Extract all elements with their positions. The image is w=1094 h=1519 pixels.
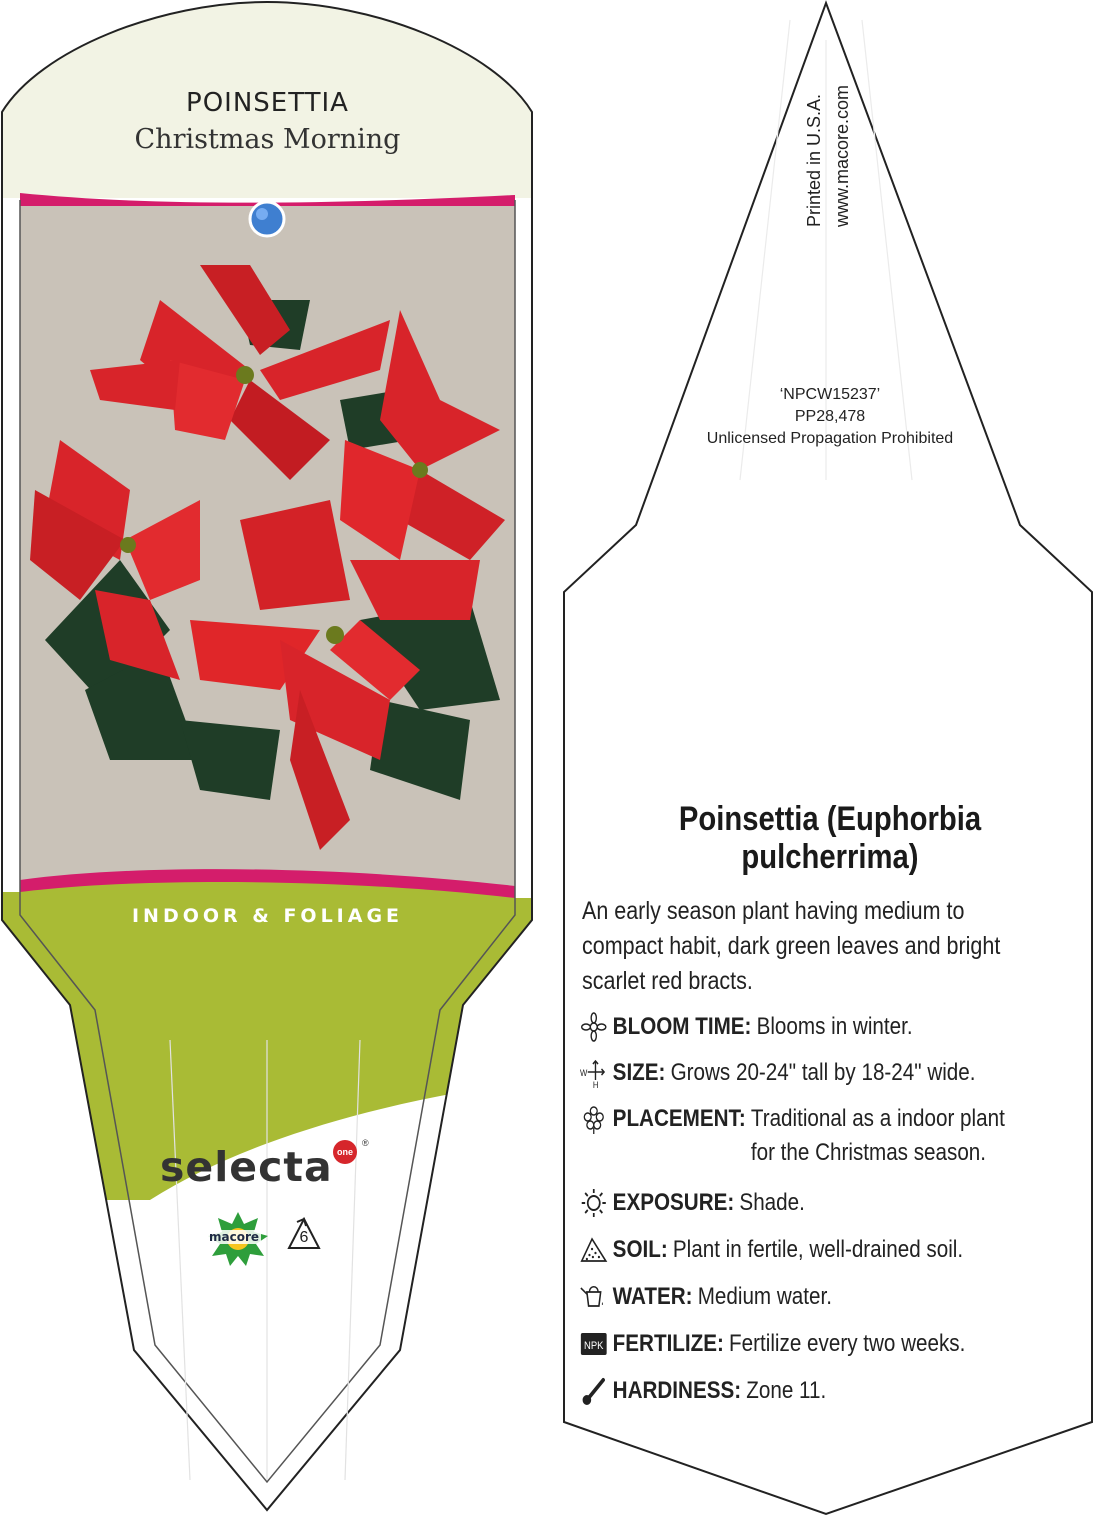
npk-icon: [580, 1329, 608, 1359]
attribute-value: Shade.: [739, 1189, 805, 1216]
attribute-size: [580, 1056, 1010, 1090]
attribute-value: Zone 11.: [746, 1377, 827, 1404]
size-icon: [580, 1058, 608, 1088]
attribute-value: Plant in fertile, well-drained soil.: [672, 1236, 964, 1263]
variety-subtitle: Christmas Morning: [134, 124, 401, 155]
attribute-value: Medium water.: [697, 1283, 832, 1310]
attribute-exposure: [580, 1186, 1010, 1220]
size-icon-w: W: [580, 1067, 588, 1079]
plant-patent: PP28,478: [794, 408, 866, 425]
attribute-water: [580, 1280, 1010, 1314]
flower-icon: [580, 1012, 608, 1042]
watering-can-icon: [580, 1282, 608, 1312]
attribute-label: BLOOM TIME:: [612, 1013, 752, 1040]
attribute-placement: [580, 1102, 1010, 1170]
attribute-label: SOIL:: [612, 1236, 668, 1263]
thermometer-icon: [580, 1376, 608, 1406]
placement-icon: [580, 1104, 608, 1134]
category-label: INDOOR & FOLIAGE: [131, 905, 404, 927]
printed-in-text: Printed in U.S.A.: [804, 93, 824, 227]
attribute-label: HARDINESS:: [612, 1377, 742, 1404]
plant-description: An early season plant having medium to compact habit, dark green leaves and bright scarlet red bracts.: [582, 897, 1001, 995]
selecta-one-badge: one: [333, 1140, 357, 1164]
attribute-label: SIZE:: [612, 1059, 666, 1086]
botanical-heading: Poinsettia (Euphorbia pulcherrima): [678, 800, 982, 876]
soil-icon: [580, 1235, 608, 1265]
attribute-value: Fertilize every two weeks.: [729, 1330, 966, 1357]
attribute-bloom-time: [580, 1010, 1010, 1044]
npk-icon-text: NPK: [584, 1340, 604, 1353]
sun-icon: [580, 1188, 608, 1218]
size-icon-h: H: [592, 1079, 599, 1088]
recycle-code: 6: [299, 1229, 309, 1246]
macore-logo-text: macore: [209, 1230, 260, 1244]
attribute-label: PLACEMENT:: [612, 1105, 746, 1132]
attribute-value: Grows 20-24" tall by 18-24" wide.: [670, 1059, 976, 1086]
website-text: www.macore.com: [832, 84, 852, 227]
plant-name-title: POINSETTIA: [186, 88, 349, 118]
attribute-label: WATER:: [612, 1283, 693, 1310]
attribute-hardiness: [580, 1374, 1010, 1408]
attribute-value: Blooms in winter.: [756, 1013, 913, 1040]
attribute-soil: [580, 1233, 1010, 1267]
variety-code: ‘NPCW15237’: [779, 386, 881, 403]
blue-dot-icon: [250, 202, 284, 236]
propagation-notice: Unlicensed Propagation Prohibited: [706, 430, 954, 447]
attribute-label: EXPOSURE:: [612, 1189, 735, 1216]
attribute-label: FERTILIZE:: [612, 1330, 724, 1357]
registered-mark: ®: [362, 1138, 369, 1148]
selecta-brand-logo: selecta: [160, 1143, 333, 1191]
attribute-value: Traditional as a indoor plant for the Christmas season.: [750, 1105, 1005, 1166]
attribute-fertilize: [580, 1327, 1010, 1361]
